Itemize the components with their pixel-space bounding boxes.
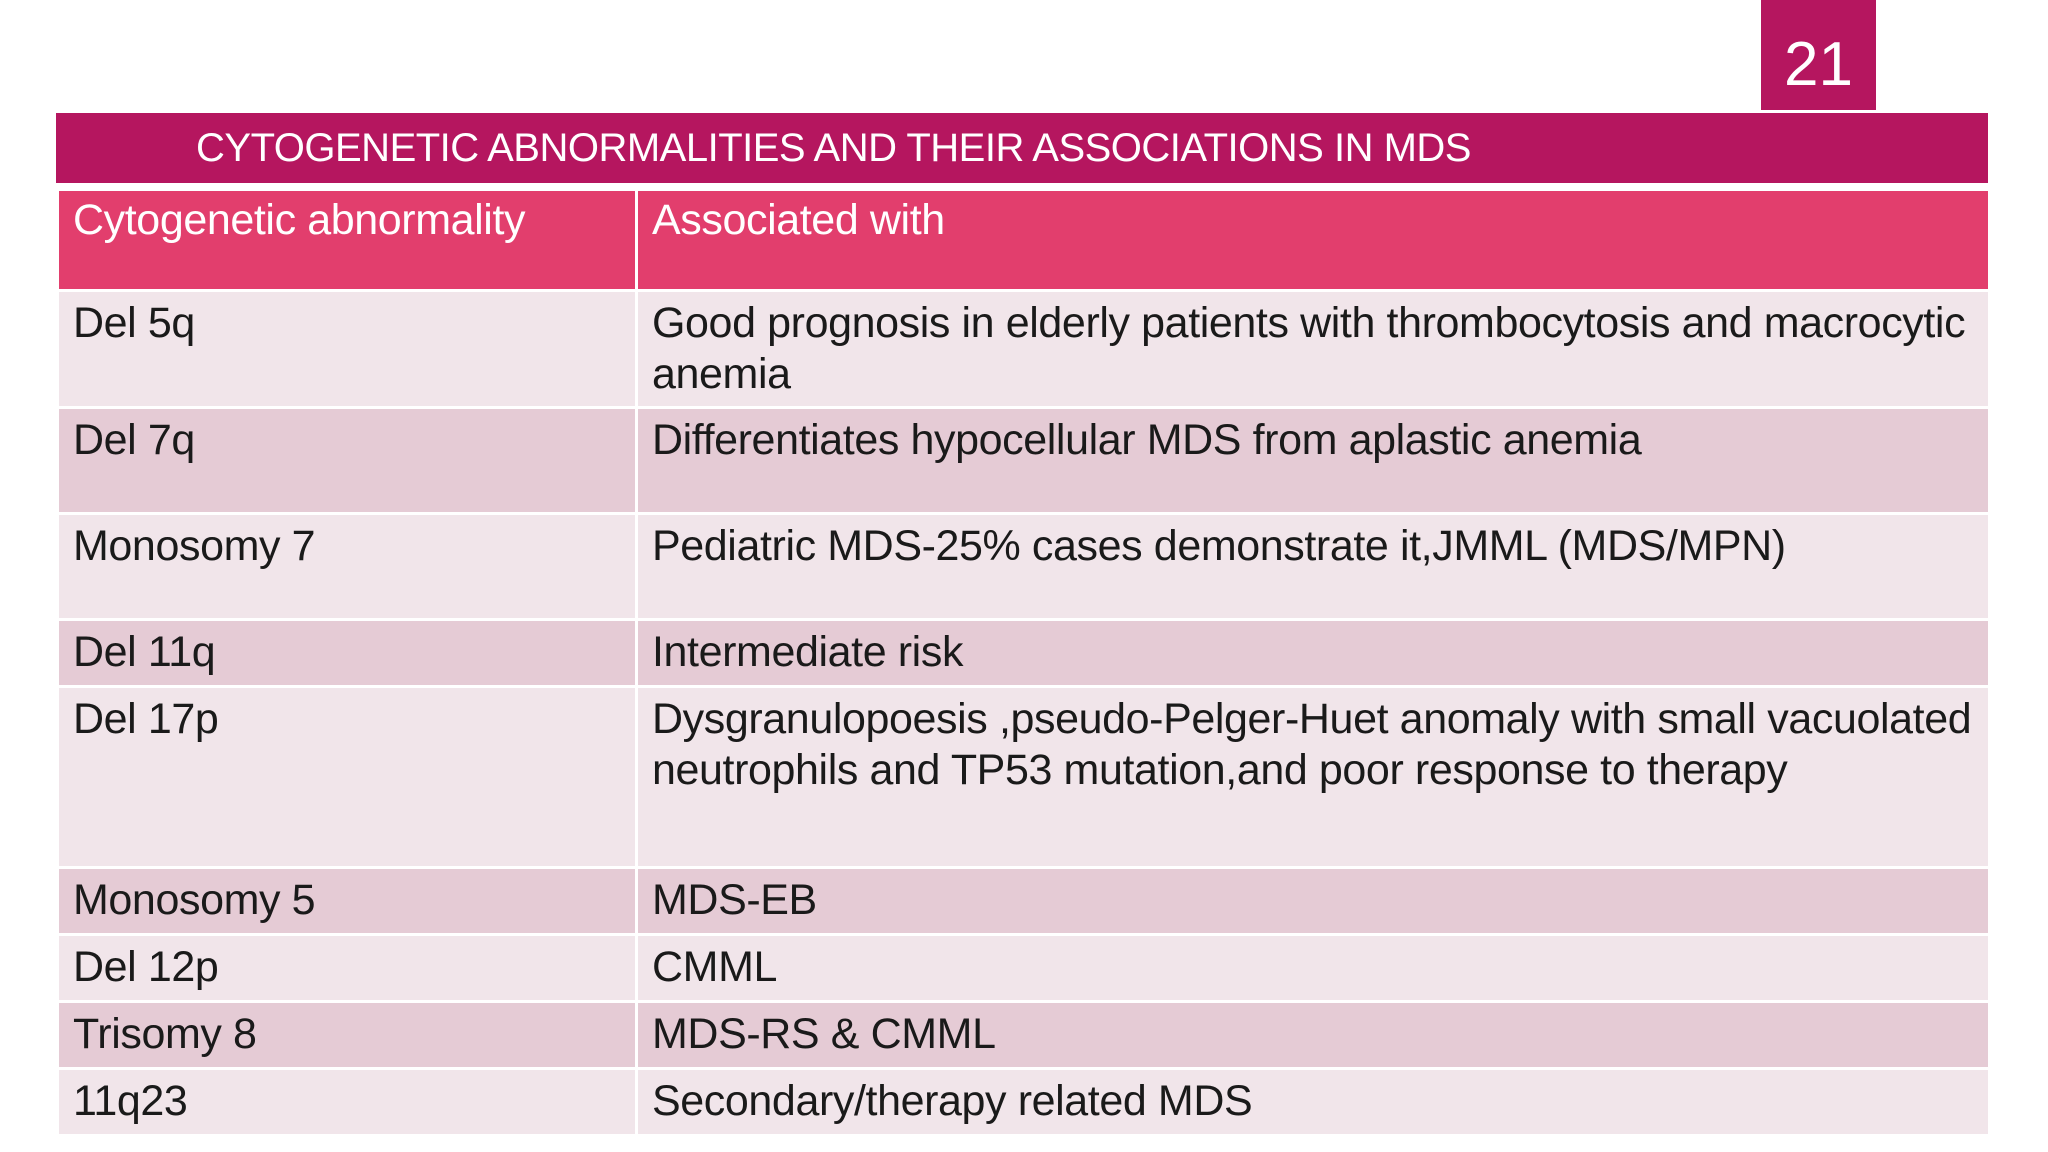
abnormality-cell: Monosomy 5: [58, 868, 637, 935]
cytogenetic-table: [56, 188, 1991, 1137]
table-row: [58, 687, 1990, 868]
table-row: [58, 1002, 1990, 1069]
abnormality-cell: Del 17p: [58, 687, 637, 868]
abnormality-cell: Del 11q: [58, 620, 637, 687]
column-header-association: Associated with: [637, 190, 1990, 291]
table-row: [58, 868, 1990, 935]
abnormality-cell: Del 5q: [58, 291, 637, 408]
slide-number: 21: [1761, 0, 1876, 110]
association-cell: Intermediate risk: [637, 620, 1990, 687]
table-row: [58, 1069, 1990, 1136]
association-cell: CMML: [637, 935, 1990, 1002]
association-cell: MDS-EB: [637, 868, 1990, 935]
association-cell: MDS-RS & CMML: [637, 1002, 1990, 1069]
column-header-abnormality: Cytogenetic abnormality: [58, 190, 637, 291]
association-cell: Differentiates hypocellular MDS from aplastic anemia: [637, 408, 1990, 514]
table-header-row: [58, 190, 1990, 291]
abnormality-cell: Del 12p: [58, 935, 637, 1002]
table-row: [58, 620, 1990, 687]
abnormality-cell: Del 7q: [58, 408, 637, 514]
table-row: [58, 514, 1990, 620]
table-row: [58, 935, 1990, 1002]
table-row: [58, 291, 1990, 408]
abnormality-cell: 11q23: [58, 1069, 637, 1136]
abnormality-cell: Trisomy 8: [58, 1002, 637, 1069]
association-cell: Dysgranulopoesis ,pseudo-Pelger-Huet anomaly with small vacuolated neutrophils and TP53 mutation,and poor response to therapy: [637, 687, 1990, 868]
association-cell: Pediatric MDS-25% cases demonstrate it,JMML (MDS/MPN): [637, 514, 1990, 620]
abnormality-cell: Monosomy 7: [58, 514, 637, 620]
slide-title: CYTOGENETIC ABNORMALITIES AND THEIR ASSOCIATIONS IN MDS: [56, 113, 1988, 183]
association-cell: Secondary/therapy related MDS: [637, 1069, 1990, 1136]
association-cell: Good prognosis in elderly patients with thrombocytosis and macrocytic anemia: [637, 291, 1990, 408]
table-row: [58, 408, 1990, 514]
